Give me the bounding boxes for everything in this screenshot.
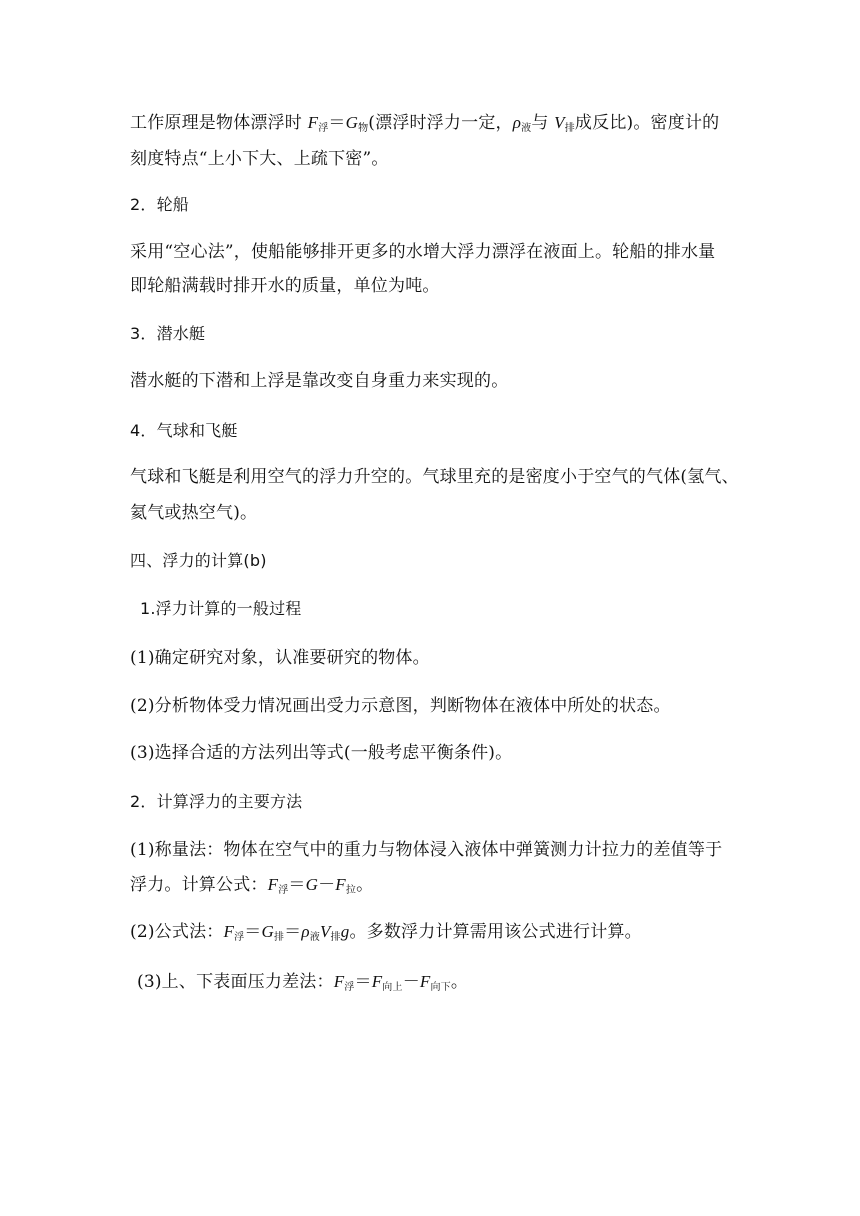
method-2: [130, 920, 642, 944]
symbol-G: G: [305, 875, 319, 894]
equals: ＝: [288, 875, 306, 895]
symbol-rho: ρ: [512, 113, 522, 132]
method-1-line-2: [130, 873, 373, 897]
symbol-G: G: [261, 922, 274, 941]
subscript: 排: [564, 123, 575, 134]
text: 成反比)。密度计的: [574, 113, 720, 133]
subscript: 物: [358, 123, 369, 134]
subscript: 排: [330, 932, 341, 943]
symbol-F: F: [267, 875, 279, 894]
text: 。多数浮力计算需用该公式进行计算。: [349, 922, 642, 942]
text: (2)公式法：: [130, 922, 224, 942]
heading-balloon: 4．气球和飞艇: [130, 421, 238, 440]
balloon-text-line-1: 气球和飞艇是利用空气的浮力升空的。气球里充的是密度小于空气的气体(氢气、: [130, 467, 739, 487]
method-3: [137, 970, 468, 994]
subscript: 浮: [234, 932, 245, 943]
symbol-V: V: [319, 922, 331, 941]
text: 浮力。计算公式：: [130, 875, 268, 895]
heading-buoyancy-calculation: 四、浮力的计算(b): [130, 551, 267, 570]
symbol-F: F: [419, 972, 431, 991]
equals: ＝: [328, 113, 346, 133]
subscript: 向下: [430, 982, 451, 993]
text: 。: [450, 972, 469, 992]
text: (漂浮时浮力一定，: [368, 113, 513, 133]
subscript: 排: [273, 932, 285, 943]
subscript: 液: [309, 932, 320, 943]
symbol-rho: ρ: [301, 922, 310, 941]
symbol-F: F: [223, 922, 235, 941]
text: 工作原理是物体漂浮时: [130, 113, 308, 133]
symbol-F: F: [333, 972, 345, 991]
text: (3)上、下表面压力差法：: [137, 972, 334, 992]
text: 与: [531, 113, 555, 133]
process-step-2: (2)分析物体受力情况画出受力示意图，判断物体在液体中所处的状态。: [130, 696, 671, 716]
symbol-F: F: [335, 875, 346, 894]
heading-main-methods: 2．计算浮力的主要方法: [130, 792, 303, 811]
ship-text-line-1: 采用“空心法”，使船能够排开更多的水增大浮力漂浮在液面上。轮船的排水量: [130, 242, 716, 262]
process-step-3: (3)选择合适的方法列出等式(一般考虑平衡条件)。: [130, 743, 513, 763]
heading-general-process: 1.浮力计算的一般过程: [140, 599, 302, 618]
subscript: 浮: [278, 885, 289, 896]
equals: ＝: [244, 922, 262, 942]
hydrometer-principle-line-2: 刻度特点“上小下大、上疏下密”。: [130, 149, 389, 169]
subscript: 浮: [318, 123, 329, 134]
symbol-g: g: [340, 922, 350, 941]
subscript: 浮: [344, 982, 355, 993]
ship-text-line-2: 即轮船满载时排开水的质量，单位为吨。: [130, 276, 440, 296]
equals: ＝: [284, 922, 302, 942]
symbol-F: F: [371, 972, 383, 991]
hydrometer-principle-line-1: [130, 111, 719, 135]
heading-submarine: 3．潜水艇: [130, 324, 206, 343]
method-1-line-1: (1)称量法：物体在空气中的重力与物体浸入液体中弹簧测力计拉力的差值等于: [130, 840, 723, 860]
subscript: 液: [521, 123, 532, 134]
text: 。: [356, 875, 374, 895]
minus: －: [402, 972, 420, 992]
balloon-text-line-2: 氦气或热空气)。: [130, 503, 258, 523]
subscript: 拉: [345, 885, 357, 896]
symbol-V: V: [554, 113, 565, 132]
heading-ship: 2．轮船: [130, 195, 189, 214]
minus: －: [318, 875, 336, 895]
process-step-1: (1)确定研究对象，认准要研究的物体。: [130, 648, 430, 668]
symbol-F: F: [307, 113, 319, 132]
symbol-G: G: [345, 113, 359, 132]
submarine-text: 潜水艇的下潜和上浮是靠改变自身重力来实现的。: [130, 371, 509, 391]
subscript: 向上: [382, 982, 403, 993]
equals: ＝: [354, 972, 372, 992]
